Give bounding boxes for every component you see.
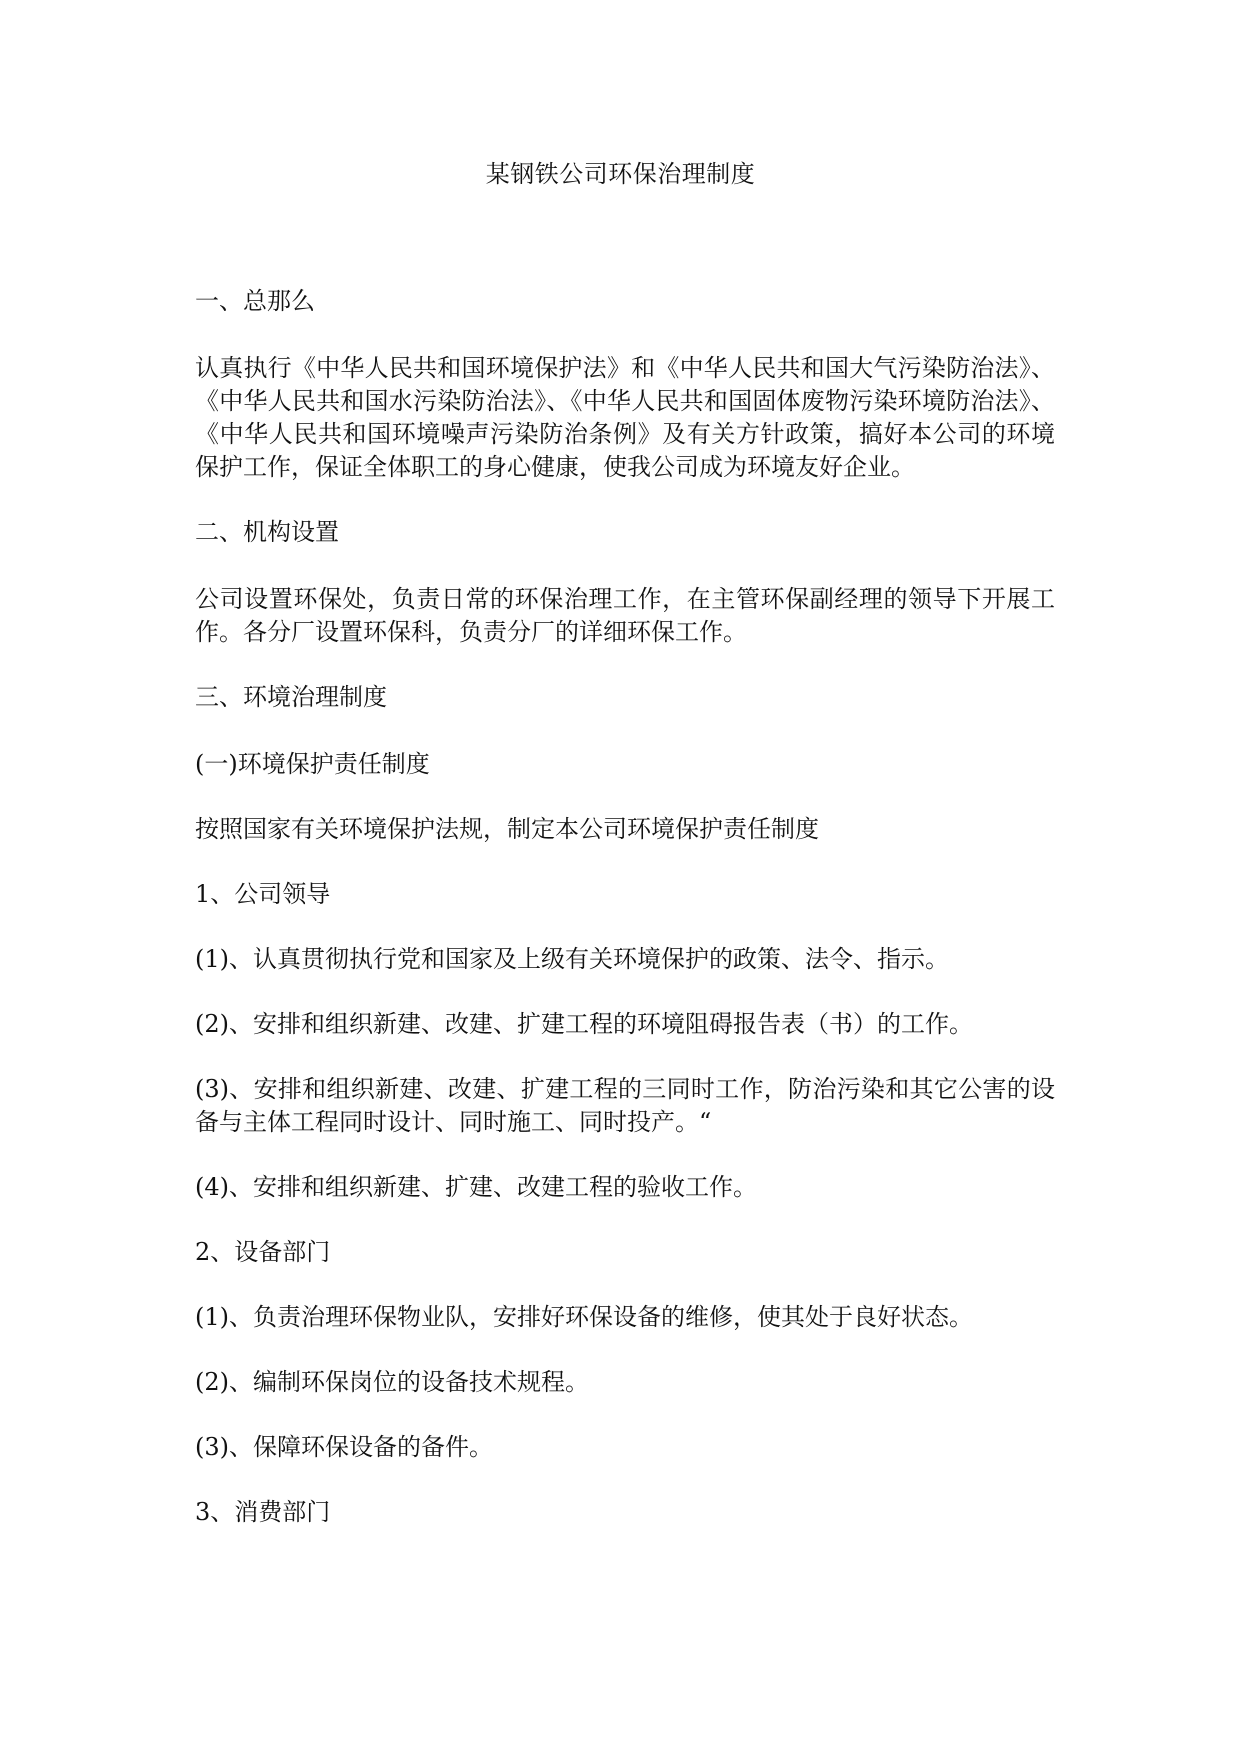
list-item: (4)、安排和组织新建、扩建、改建工程的验收工作。 xyxy=(195,1173,757,1201)
section-heading-management: 三、环境治理制度 xyxy=(195,683,387,711)
section-heading-organization: 二、机构设置 xyxy=(195,518,339,546)
list-heading-consumption-dept: 3、消费部门 xyxy=(195,1498,331,1526)
list-item: (3)、安排和组织新建、改建、扩建工程的三同时工作，防治污染和其它公害的设备与主体工程同时设计、同时施工、同时投产。“ xyxy=(195,1075,1055,1136)
list-heading-company-leaders: 1、公司领导 xyxy=(195,880,331,908)
list-heading-equipment-dept: 2、设备部门 xyxy=(195,1238,331,1266)
document-title: 某钢铁公司环保治理制度 xyxy=(485,160,756,188)
subsection-heading-responsibility: (一)环境保护责任制度 xyxy=(195,750,430,778)
paragraph-general-text: 认真执行《中华人民共和国环境保护法》和《中华人民共和国大气污染防治法》、《中华人民共和国水污染防治法》、《中华人民共和国固体废物污染环境防治法》、《中华人民共和国环境噪声污染防治条例》及有关方针政策，搞好本公司的环境保护工作，保证全体职工的身心健康，使我公司成为环境友好企业。 xyxy=(195,354,1055,481)
list-item: (2)、编制环保岗位的设备技术规程。 xyxy=(195,1368,589,1396)
list-item: (1)、认真贯彻执行党和国家及上级有关环境保护的政策、法令、指示。 xyxy=(195,945,949,973)
list-item: (1)、负责治理环保物业队，安排好环保设备的维修，使其处于良好状态。 xyxy=(195,1303,973,1331)
list-item: (3)、保障环保设备的备件。 xyxy=(195,1433,493,1461)
document-body xyxy=(195,285,1055,1561)
section-heading-general: 一、总那么 xyxy=(195,287,315,315)
list-item: (2)、安排和组织新建、改建、扩建工程的环境阻碍报告表（书）的工作。 xyxy=(195,1010,973,1038)
paragraph-organization-text: 公司设置环保处，负责日常的环保治理工作，在主管环保副经理的领导下开展工作。各分厂设置环保科，负责分厂的详细环保工作。 xyxy=(195,585,1055,646)
paragraph-responsibility-intro: 按照国家有关环境保护法规，制定本公司环境保护责任制度 xyxy=(195,815,819,843)
